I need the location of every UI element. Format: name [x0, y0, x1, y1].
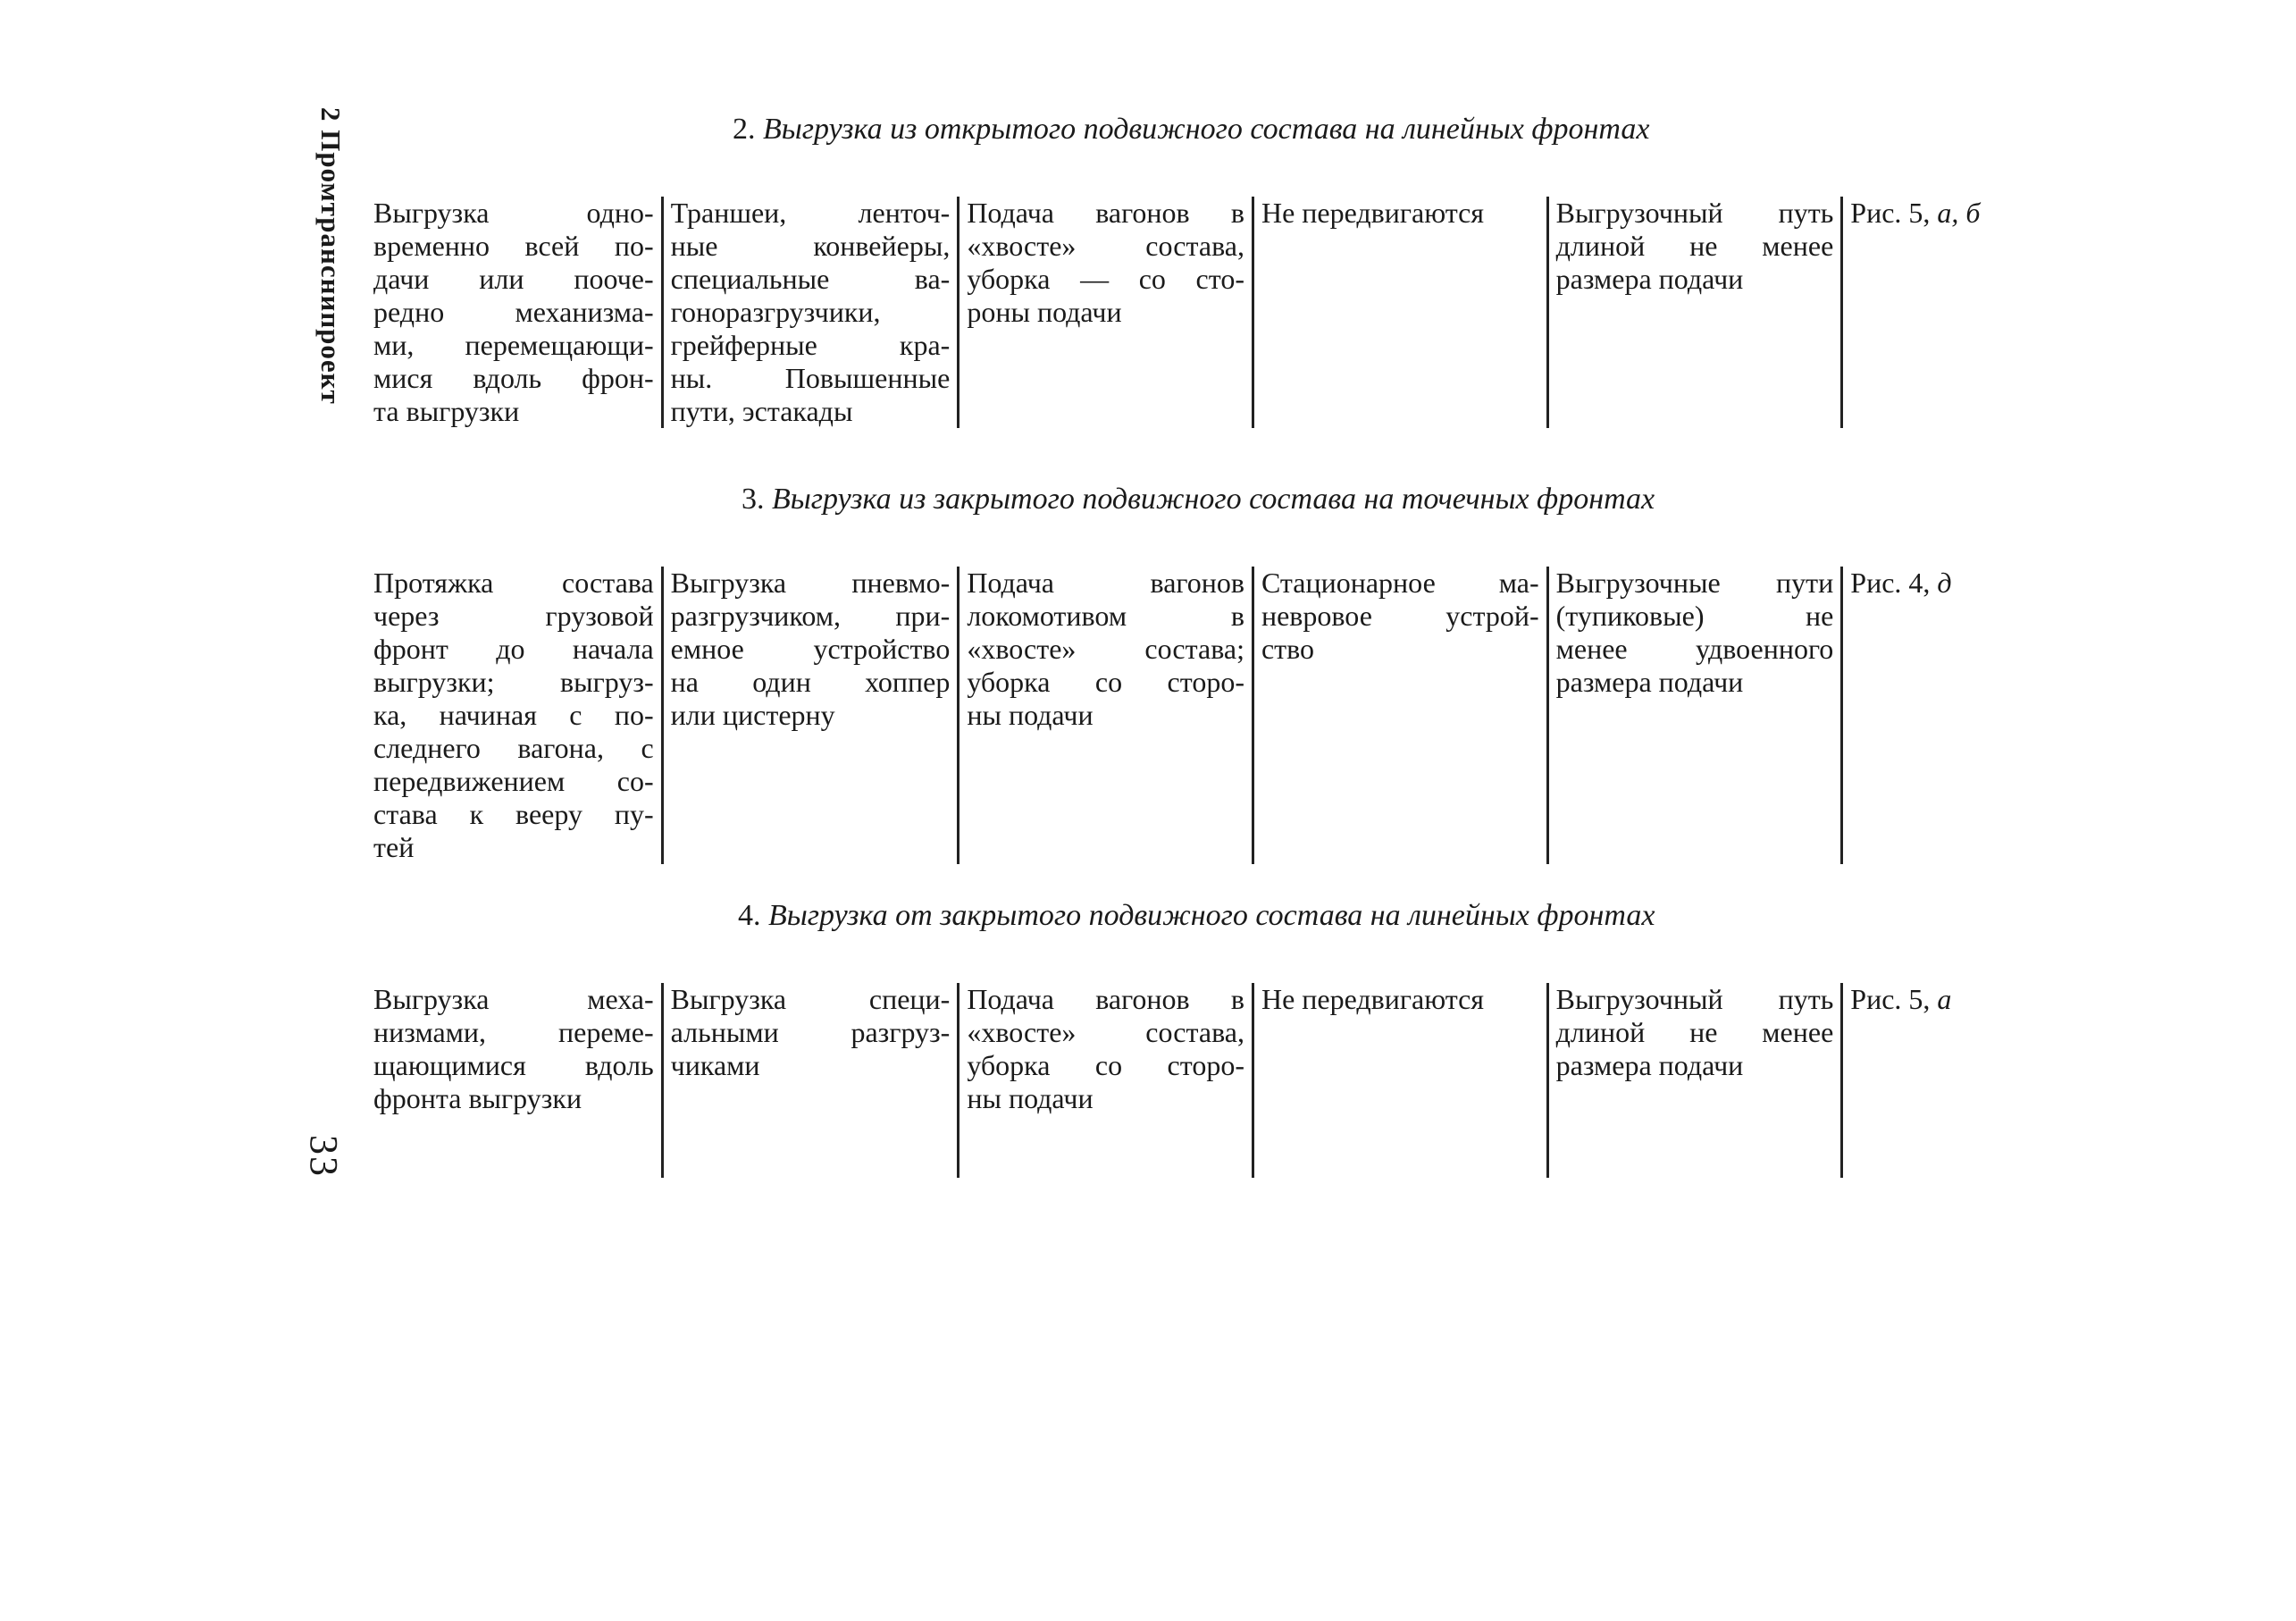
cell-line: менее удвоенного — [1555, 633, 1834, 665]
cell-line: через грузовой — [373, 600, 654, 632]
table-row — [366, 197, 2064, 428]
cell-line: следнего вагона, с — [373, 732, 654, 764]
page-number — [288, 1135, 347, 1206]
cell-line: ны. Повышенные — [670, 362, 951, 394]
cell-line: Выгрузочные пути — [1555, 567, 1834, 599]
cell-line: размера подачи — [1555, 263, 1744, 295]
cell-supply — [957, 567, 1252, 864]
cell-line: разгрузчиком, при- — [670, 600, 951, 632]
cell-line: Выгрузка меха- — [373, 983, 654, 1015]
section-4-table — [366, 983, 2064, 1178]
cell-line: уборка со сторо- — [967, 666, 1244, 698]
cell-line: длиной не менее — [1555, 230, 1834, 262]
figure-ref-letters: д — [1937, 567, 1952, 599]
cell-line: Выгрузка пневмо- — [670, 567, 951, 599]
section-2-table — [366, 197, 2064, 428]
cell-line: ми, перемещающи- — [373, 329, 654, 361]
figure-ref-letters: а, б — [1937, 197, 1981, 229]
cell-line: Выгрузка одно- — [373, 197, 654, 229]
section-title-number: 2. — [733, 113, 756, 146]
cell-line: Протяжка состава — [373, 567, 654, 599]
cell-supply — [957, 197, 1252, 428]
cell-line: уборка — со сто- — [967, 263, 1244, 295]
section-title-text: Выгрузка из открытого подвижного состава на линейных фронтах — [763, 113, 1650, 146]
cell-line: пути, эстакады — [670, 395, 853, 427]
cell-line: щающимися вдоль — [373, 1049, 654, 1081]
cell-line: локомотивом в — [967, 600, 1244, 632]
figure-ref: Рис. 5, — [1850, 983, 1931, 1015]
figure-ref: Рис. 4, — [1850, 567, 1931, 599]
cell-line: Не передвигаются — [1261, 197, 1485, 229]
cell-movement — [1252, 567, 1546, 864]
running-header-text: 2 Промтранснипроект — [315, 107, 347, 405]
cell-operation — [366, 983, 661, 1178]
cell-line: Подача вагонов в — [967, 983, 1244, 1015]
cell-equipment — [661, 983, 958, 1178]
cell-tracks — [1546, 567, 1841, 864]
cell-line: (тупиковые) не — [1555, 600, 1834, 632]
cell-line: специальные ва- — [670, 263, 951, 295]
section-3-title — [742, 483, 1655, 517]
cell-operation — [366, 197, 661, 428]
cell-line: ные конвейеры, — [670, 230, 951, 262]
cell-line: «хвосте» состава; — [967, 633, 1244, 665]
cell-line: Не передвигаются — [1261, 983, 1485, 1015]
cell-movement — [1252, 197, 1546, 428]
cell-line: Подача вагонов — [967, 567, 1244, 599]
cell-line: Подача вагонов в — [967, 197, 1244, 229]
section-title-number: 4. — [738, 899, 761, 932]
cell-line: става к вееру пу- — [373, 798, 654, 830]
cell-line: тей — [373, 831, 415, 863]
figure-ref-letters: а — [1937, 983, 1952, 1015]
section-title-number: 3. — [742, 483, 765, 516]
cell-line: невровое устрой- — [1261, 600, 1539, 632]
cell-figure-ref — [1840, 197, 2064, 428]
cell-equipment — [661, 197, 958, 428]
cell-supply — [957, 983, 1252, 1178]
running-header — [288, 107, 347, 465]
cell-line: выгрузки; выгруз- — [373, 666, 654, 698]
cell-line: дачи или пооче- — [373, 263, 654, 295]
cell-equipment — [661, 567, 958, 864]
cell-line: длиной не менее — [1555, 1016, 1834, 1048]
cell-line: редно механизма- — [373, 296, 654, 328]
cell-line: гоноразгрузчики, — [670, 296, 881, 328]
cell-line: размера подачи — [1555, 1049, 1744, 1081]
page-number-text: 33 — [302, 1135, 346, 1178]
cell-line: фронт до начала — [373, 633, 654, 665]
cell-figure-ref — [1840, 567, 2064, 864]
cell-line: на один хоппер — [670, 666, 951, 698]
cell-line: грейферные кра- — [670, 329, 951, 361]
section-2-title — [733, 113, 1649, 147]
cell-line: Траншеи, ленточ- — [670, 197, 951, 229]
cell-line: Выгрузка специ- — [670, 983, 951, 1015]
cell-line: «хвосте» состава, — [967, 230, 1244, 262]
section-3-table — [366, 567, 2064, 864]
cell-tracks — [1546, 983, 1841, 1178]
cell-line: альными разгруз- — [670, 1016, 951, 1048]
cell-line: ны подачи — [967, 699, 1094, 731]
cell-operation — [366, 567, 661, 864]
cell-line: уборка со сторо- — [967, 1049, 1244, 1081]
cell-movement — [1252, 983, 1546, 1178]
section-4-title — [738, 899, 1655, 933]
cell-line: ны подачи — [967, 1082, 1094, 1114]
cell-line: ка, начиная с по- — [373, 699, 654, 731]
cell-line: роны подачи — [967, 296, 1122, 328]
cell-line: чиками — [670, 1049, 760, 1081]
cell-tracks — [1546, 197, 1841, 428]
cell-line: Стационарное ма- — [1261, 567, 1539, 599]
figure-ref: Рис. 5, — [1850, 197, 1931, 229]
cell-line: Выгрузочный путь — [1555, 197, 1834, 229]
cell-line: временно всей по- — [373, 230, 654, 262]
cell-line: или цистерну — [670, 699, 835, 731]
cell-line: фронта выгрузки — [373, 1082, 582, 1114]
section-title-text: Выгрузка от закрытого подвижного состава на линейных фронтах — [768, 899, 1655, 932]
cell-line: та выгрузки — [373, 395, 520, 427]
cell-line: мися вдоль фрон- — [373, 362, 654, 394]
cell-line: емное устройство — [670, 633, 951, 665]
cell-line: ство — [1261, 633, 1315, 665]
table-row — [366, 567, 2064, 864]
section-title-text: Выгрузка из закрытого подвижного состава на точечных фронтах — [772, 483, 1655, 516]
cell-line: передвижением со- — [373, 765, 654, 797]
cell-line: «хвосте» состава, — [967, 1016, 1244, 1048]
cell-line: размера подачи — [1555, 666, 1744, 698]
cell-line: низмами, переме- — [373, 1016, 654, 1048]
cell-line: Выгрузочный путь — [1555, 983, 1834, 1015]
table-row — [366, 983, 2064, 1178]
cell-figure-ref — [1840, 983, 2064, 1178]
